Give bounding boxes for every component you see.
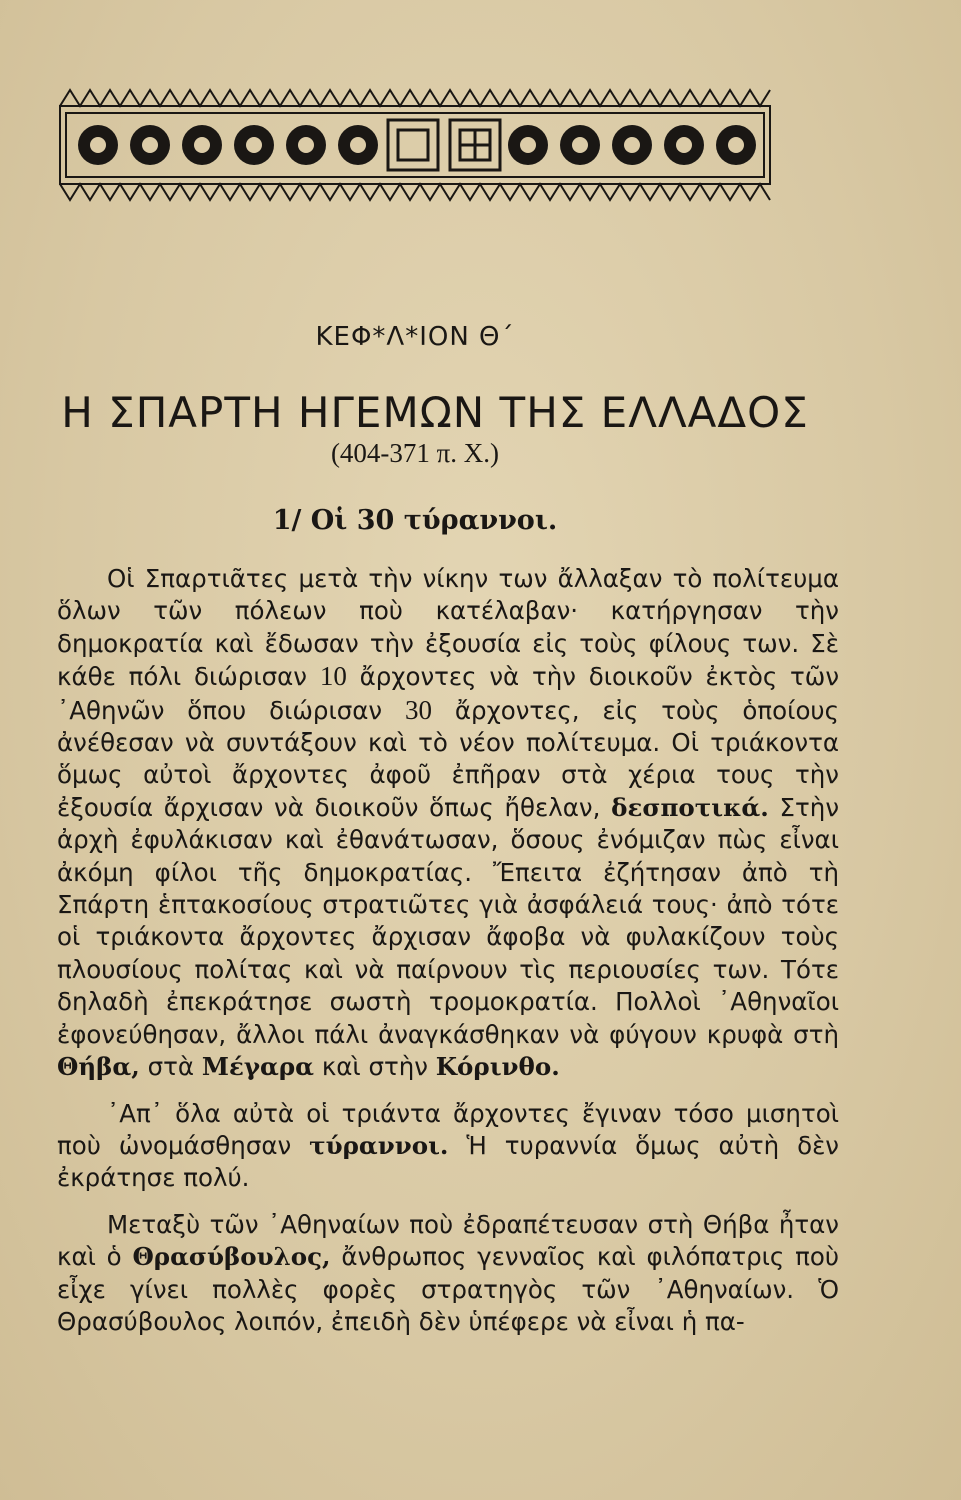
- chapter-label: ΚΕΦ*Λ*ΙΟΝ Θ΄: [315, 322, 515, 352]
- number: 30: [404, 694, 432, 725]
- number: 10: [319, 661, 347, 692]
- bold-term: δεσποτικά.: [611, 792, 769, 822]
- text-run: ἄρχοντες, εἰς τοὺς ὁποίους ἀνέθεσαν νὰ συντάξουν καὶ τὸ νέον πολίτευμα. Οἱ τριάκοντα ὅμως αὐτοὶ ἄρχοντες ἀφοῦ ἐπῆραν στὰ χέρια τους τὴν ἐξουσία ἄρχισαν νὰ διοικοῦν ὅπως ἤθελαν,: [57, 695, 839, 822]
- text-run: Οἱ Σπαρτιᾶτες μετὰ τὴν νίκην των ἄλλαξαν τὸ πολίτευμα ὅλων τῶν πόλεων ποὺ κατέλαβαν· κατήργησαν τὴν δημοκρατία καὶ ἔδωσαν τὴν ἐξουσία εἰς τοὺς φίλους των. Σὲ κάθε πόλι διώρισαν: [57, 564, 839, 692]
- paragraph: [57, 563, 839, 1084]
- paragraph: [57, 1098, 839, 1195]
- chapter-title: Η ΣΠΑΡΤΗ ΗΓΕΜΩΝ ΤΗΣ ΕΛΛΑΔΟΣ: [61, 388, 809, 437]
- decorative-header-ornament: [52, 80, 778, 210]
- bold-term: Κόρινθο.: [435, 1052, 560, 1082]
- text-run: Στὴν ἀρχὴ ἐφυλάκισαν καὶ ἐθανάτωσαν, ὅσους ἐνόμιζαν πὼς εἶναι ἀκόμη φίλοι τῆς δημοκρατίας. Ἔπειτα ἐζήτησαν ἀπὸ τὴ Σπάρτη ἑπτακοσίους στρατιῶτες γιὰ ἀσφάλειά τους· ἀπὸ τότε οἱ τριάκοντα ἄρχοντες ἄρχισαν ἄφοβα νὰ φυλακίζουν τοὺς πλουσίους πολίτας καὶ νὰ παίρνουν τὶς περιουσίες των. Τότε δηλαδὴ ἐπεκράτησε σωστὴ τρομοκρατία. Πολλοὶ ᾿Αθηναῖοι ἐφονεύθησαν, ἄλλοι πάλι ἀναγκάσθηκαν νὰ φύγουν κρυφὰ στὴ: [57, 792, 840, 1049]
- text-run: ᾿Απ᾿ ὅλα αὐτὰ οἱ τριάντα ἄρχοντες ἔγιναν τόσο μισητοὶ ποὺ ὠνομάσθησαν: [57, 1098, 839, 1160]
- text-run: ἄνθρωπος γενναῖος καὶ φιλόπατρις ποὺ εἶχε γίνει πολλὲς φορὲς στρατηγὸς τῶν ᾿Αθηναίων. Ὁ Θρασύβουλος λοιπόν, ἐπειδὴ δὲν ὑπέφερε νὰ εἶναι ἡ πα-: [57, 1242, 840, 1336]
- bold-term: Θρασύβουλος,: [132, 1242, 331, 1272]
- text-run: ἄρχοντες νὰ τὴν διοικοῦν ἐκτὸς τῶν ᾿Αθηνῶν ὅπου διώρισαν: [57, 662, 840, 725]
- bold-term: Θήβα,: [57, 1052, 140, 1082]
- chapter-dates: (404-371 π. Χ.): [330, 438, 500, 468]
- text-run: στὰ: [139, 1052, 202, 1082]
- text-run: Ἡ τυραννία ὅμως αὐτὴ δὲν ἐκράτησε πολύ.: [57, 1130, 839, 1193]
- text-run: Μεταξὺ τῶν ᾿Αθηναίων ποὺ ἐδραπέτευσαν στὴ Θήβα ἦταν καὶ ὁ: [57, 1209, 839, 1272]
- body-text: [57, 563, 839, 1338]
- bold-term: τύραννοι.: [309, 1130, 449, 1160]
- paragraph: [57, 1209, 839, 1339]
- bold-term: Μέγαρα: [201, 1052, 315, 1082]
- section-heading: 1/ Οἱ 30 τύραννοι.: [272, 505, 558, 536]
- text-run: καὶ στὴν: [314, 1052, 436, 1082]
